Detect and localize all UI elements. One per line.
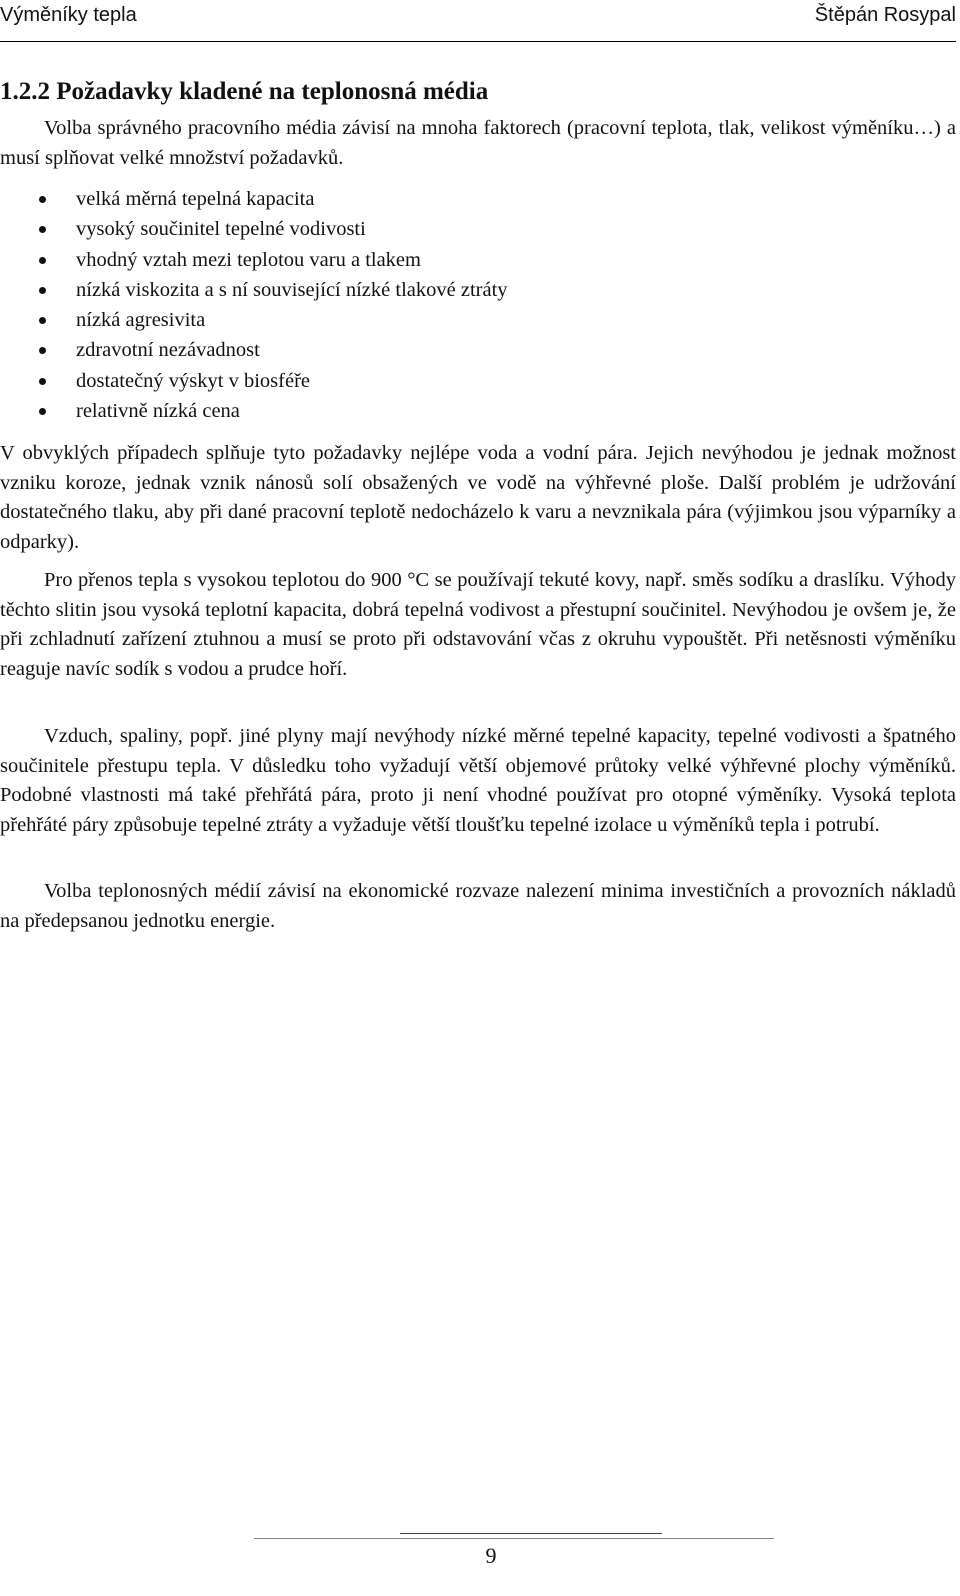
paragraph-water: V obvyklých případech splňuje tyto požadavky nejlépe voda a vodní pára. Jejich nevýhodou je jednak možnost vzniku koroze, jednak vznik nánosů solí obsažených ve vodě na výhřevné ploše. Další problém je udržování dostatečného tlaku, aby při dané pracovní teplotě nedocházelo k varu a nevznikala pára (výjimkou jsou výparníky a odparky). — [0, 442, 956, 553]
header-author: Štěpán Rosypal — [814, 4, 956, 26]
list-item-text: nízká viskozita a s ní související nízké tlakové ztráty — [76, 278, 508, 301]
section-heading: 1.2.2 Požadavky kladené na teplonosná média — [0, 78, 489, 105]
list-item — [0, 335, 508, 365]
bullet-icon — [39, 408, 46, 415]
list-item-text: velká měrná tepelná kapacita — [76, 188, 315, 210]
bullet-icon — [39, 378, 46, 385]
intro-paragraph: Volba správného pracovního média závisí na mnoha faktorech (pracovní teplota, tlak, velikost výměníku…) a musí splňovat velké množství požadavků. — [0, 117, 956, 169]
list-item — [0, 214, 508, 244]
bullet-icon — [39, 196, 46, 203]
list-item-text: vhodný vztah mezi teplotou varu a tlakem — [76, 248, 421, 271]
bullet-icon — [39, 347, 46, 354]
footer-divider — [254, 1538, 774, 1539]
paragraph-gases: Vzduch, spaliny, popř. jiné plyny mají nevýhody nízké měrné tepelné kapacity, tepelné vodivosti a špatného součinitele přestupu tepla. V důsledku toho vyžadují větší objemové průtoky velké výhřevné plochy výměníků. Podobné vlastnosti má také přehřátá pára, proto ji není vhodné používat pro otopné výměníky. Vysoká teplota přehřáté páry způsobuje tepelné ztráty a vyžaduje větší tloušťku tepelné izolace u výměníků tepla i potrubí. — [0, 725, 956, 836]
page-number: 9 — [485, 1543, 497, 1568]
requirements-list — [0, 184, 508, 426]
paragraph-liquid-metals: Pro přenos tepla s vysokou teplotou do 900 °C se používají tekuté kovy, např. směs sodíku a draslíku. Výhody těchto slitin jsou vysoká teplotní kapacita, dobrá tepelná vodivost a přestupní součinitel. Nevýhodou je ovšem je, že při zchladnutí zařízení ztuhnou a musí se proto při odstavování včas z okruhu vypouštět. Při netěsnosti výměníku reaguje navíc sodík s vodou a prudce hoří. — [0, 569, 956, 680]
page-header — [0, 4, 960, 38]
list-item-text: relativně nízká cena — [76, 400, 240, 423]
paragraph-economics: Volba teplonosných médií závisí na ekonomické rozvaze nalezení minima investičních a provozních nákladů na předepsanou jednotku energie. — [0, 880, 956, 932]
list-item — [0, 366, 508, 396]
list-item — [0, 396, 508, 426]
list-item-text: dostatečný výskyt v biosféře — [76, 369, 310, 392]
list-item-text: zdravotní nezávadnost — [76, 339, 260, 362]
header-divider — [0, 41, 956, 42]
bullet-icon — [39, 287, 46, 294]
bullet-icon — [39, 257, 46, 264]
footer-divider-short — [400, 1533, 662, 1534]
header-title: Výměníky tepla — [0, 4, 137, 26]
bullet-icon — [39, 226, 46, 233]
list-item — [0, 245, 508, 275]
list-item-text: nízká agresivita — [76, 309, 206, 332]
bullet-icon — [39, 317, 46, 324]
list-item — [0, 275, 508, 305]
list-item-text: vysoký součinitel tepelné vodivosti — [76, 218, 366, 241]
list-item — [0, 305, 508, 335]
list-item — [0, 184, 508, 214]
